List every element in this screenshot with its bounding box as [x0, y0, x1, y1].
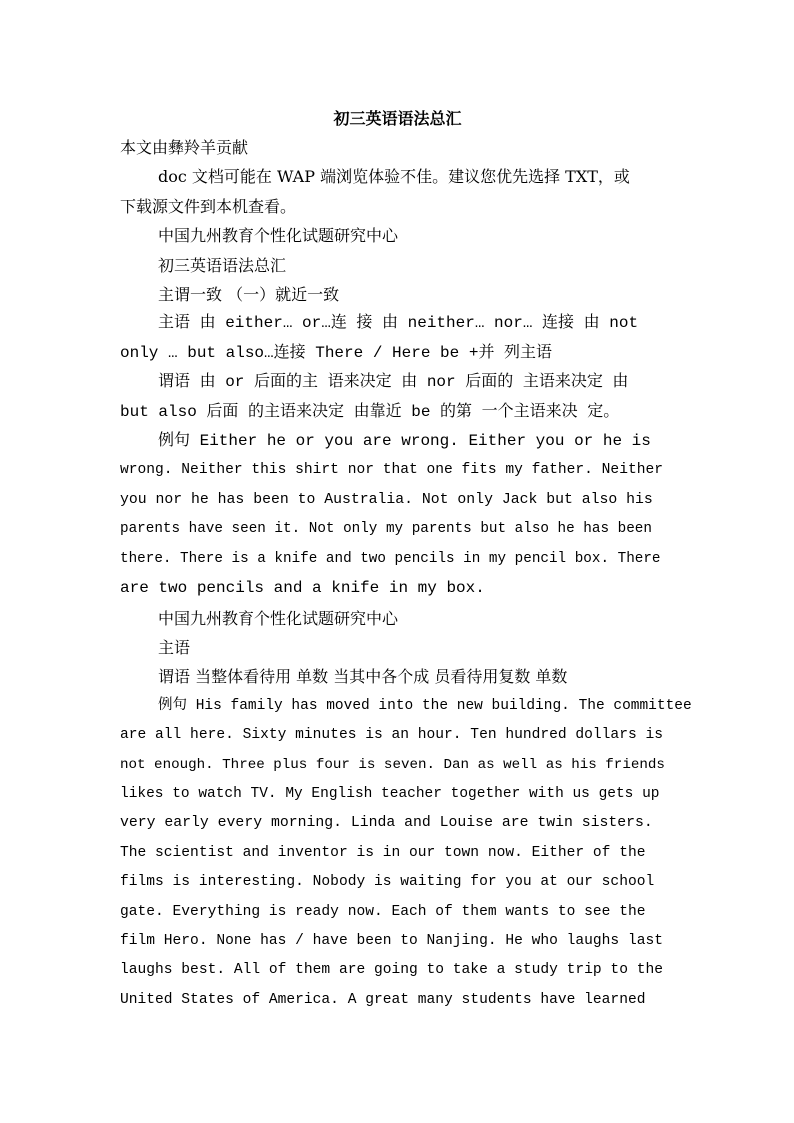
document-title: 初三英语语法总汇 [333, 109, 462, 128]
text-line: are all here. Sixty minutes is an hour. Ten hundred dollars is [120, 727, 663, 744]
text-line: very early every morning. Linda and Louise are twin sisters. [120, 815, 653, 832]
text-line: there. There is a knife and two pencils in my pencil box. There [120, 550, 661, 567]
text-line: but also 后面 的主语来决定 由靠近 be 的第 一个主语来决 定。 [120, 402, 620, 421]
text-line: are two pencils and a knife in my box. [120, 579, 485, 598]
document-page [120, 104, 692, 1015]
notice-line-2: 下载源文件到本机查看。 [120, 196, 297, 216]
section-heading: 主谓一致 （一）就近一致 [158, 285, 340, 305]
text-line: 例句 His family has moved into the new building. The committee [158, 697, 692, 714]
center-name-line: 中国九州教育个性化试题研究中心 [158, 226, 399, 246]
text-line: laughs best. All of them are going to take a study trip to the [120, 962, 663, 979]
center-name-line: 中国九州教育个性化试题研究中心 [158, 608, 399, 628]
text-line: films is interesting. Nobody is waiting for you at our school [120, 874, 655, 891]
text-line: film Hero. None has / have been to Nanjing. He who laughs last [120, 932, 663, 949]
text-line: not enough. Three plus four is seven. Dan as well as his friends [120, 756, 665, 773]
text-line: only … but also…连接 There / Here be +并 列主语 [120, 343, 553, 362]
text-line: The scientist and inventor is in our town now. Either of the [120, 844, 646, 861]
text-line: 谓语 由 or 后面的主 语来决定 由 nor 后面的 主语来决定 由 [158, 373, 629, 392]
contributor-line: 本文由彝羚羊贡献 [120, 138, 249, 157]
text-line: likes to watch TV. My English teacher together with us gets up [120, 785, 660, 802]
subtitle-line: 初三英语语法总汇 [158, 255, 287, 275]
text-line: parents have seen it. Not only my parents but also he has been [120, 521, 652, 538]
text-line: 主语 由 either… or…连 接 由 neither… nor… 连接 由 not [158, 314, 639, 333]
text-line: wrong. Neither this shirt nor that one fits my father. Neither [120, 462, 663, 479]
text-line: 谓语 当整体看待用 单数 当其中各个成 员看待用复数 单数 [158, 667, 568, 687]
text-line: you nor he has been to Australia. Not only Jack but also his [120, 491, 653, 508]
text-line: gate. Everything is ready now. Each of them wants to see the [120, 903, 646, 920]
text-line: United States of America. A great many students have learned [120, 991, 646, 1008]
notice-line-1: doc 文档可能在 WAP 端浏览体验不佳。建议您优先选择 TXT，或 [158, 167, 630, 187]
section-heading: 主语 [158, 637, 191, 657]
text-line: 例句 Either he or you are wrong. Either you or he is [158, 432, 651, 451]
